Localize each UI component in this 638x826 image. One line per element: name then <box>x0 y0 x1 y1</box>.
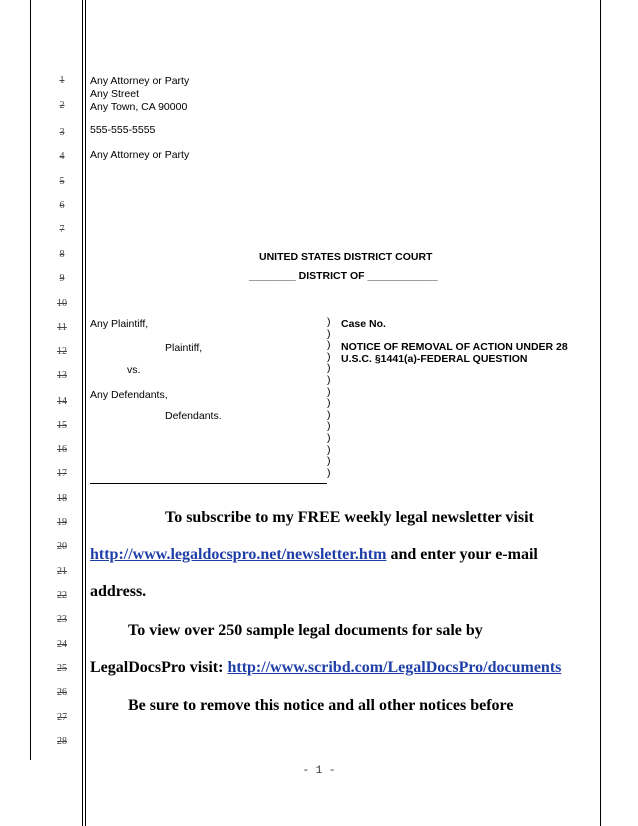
line-number: 15 <box>57 420 67 431</box>
line-number: 8 <box>59 249 65 260</box>
line-number: 11 <box>57 322 67 333</box>
line-number: 6 <box>59 200 65 211</box>
plaintiff-name: Any Plaintiff, <box>90 318 149 330</box>
caption-paren: ) <box>327 466 331 479</box>
document-title-line-1: NOTICE OF REMOVAL OF ACTION UNDER 28 <box>341 341 568 353</box>
defendant-role: Defendants. <box>165 410 222 422</box>
defendant-name: Any Defendants, <box>90 389 168 401</box>
caption-paren: ) <box>327 443 331 456</box>
line-number: 2 <box>59 100 65 111</box>
line-number: 12 <box>57 346 67 357</box>
document-title-line-2: U.S.C. §1441(a)-FEDERAL QUESTION <box>341 353 528 365</box>
line-number: 5 <box>59 176 65 187</box>
line-number: 22 <box>57 590 67 601</box>
versus: vs. <box>127 364 141 376</box>
line-number: 19 <box>57 517 67 528</box>
line-number: 23 <box>57 614 67 625</box>
notice-paragraph-3: Be sure to remove this notice and all other notices before <box>128 697 514 714</box>
attorney-city: Any Town, CA 90000 <box>90 101 188 113</box>
notice-paragraph-2-prefix: LegalDocsPro visit: <box>90 659 228 676</box>
attorney-street: Any Street <box>90 88 140 100</box>
notice-paragraph-2: To view over 250 sample legal documents for sale by <box>128 622 483 639</box>
case-number-label: Case No. <box>341 318 386 330</box>
caption-paren: ) <box>327 385 331 398</box>
plaintiff-role: Plaintiff, <box>165 342 203 354</box>
page-right-rule <box>600 0 601 826</box>
caption-paren: ) <box>327 397 331 410</box>
line-number: 28 <box>57 736 67 747</box>
line-number: 25 <box>57 663 67 674</box>
caption-paren: ) <box>327 455 331 468</box>
caption-paren: ) <box>327 373 331 386</box>
attorney-name: Any Attorney or Party <box>90 75 190 87</box>
line-number: 21 <box>57 566 67 577</box>
caption-paren: ) <box>327 408 331 421</box>
line-number: 3 <box>59 127 65 138</box>
caption-paren: ) <box>327 350 331 363</box>
page-left-rule-3 <box>85 0 86 826</box>
line-number: 26 <box>57 687 67 698</box>
line-number: 9 <box>59 273 65 284</box>
line-number: 7 <box>59 224 65 235</box>
notice-paragraph-1-end: address. <box>90 583 147 600</box>
caption-parentheses <box>327 317 331 479</box>
caption-underline <box>90 483 327 484</box>
line-number: 14 <box>57 396 67 407</box>
line-number: 20 <box>57 541 67 552</box>
scribd-documents-link[interactable]: http://www.scribd.com/LegalDocsPro/documents <box>227 659 562 676</box>
caption-paren: ) <box>327 316 331 328</box>
caption-paren: ) <box>327 339 331 352</box>
notice-paragraph-1-after: and enter your e-mail <box>386 546 538 563</box>
newsletter-link[interactable]: http://www.legaldocspro.net/newsletter.htm <box>90 546 387 563</box>
notice-paragraph-1-line-2 <box>90 546 538 564</box>
caption-paren: ) <box>327 327 331 340</box>
line-number: 1 <box>59 75 65 86</box>
caption-paren: ) <box>327 431 331 444</box>
notice-paragraph-1: To subscribe to my FREE weekly legal newsletter visit <box>165 509 534 526</box>
court-district: ________ DISTRICT OF ____________ <box>249 270 438 282</box>
page-left-rule-1 <box>30 0 31 760</box>
line-number: 17 <box>57 468 67 479</box>
caption-paren: ) <box>327 362 331 375</box>
notice-paragraph-2-line-2 <box>90 659 561 677</box>
line-number: 16 <box>57 444 67 455</box>
line-number: 4 <box>59 151 65 162</box>
attorney-phone: 555-555-5555 <box>90 124 156 136</box>
caption-paren: ) <box>327 420 331 433</box>
line-number: 10 <box>57 298 67 309</box>
line-number: 18 <box>57 493 67 504</box>
line-number: 13 <box>57 370 67 381</box>
court-title: UNITED STATES DISTRICT COURT <box>259 251 433 263</box>
page-number: - 1 - <box>302 765 336 777</box>
line-number: 24 <box>57 639 67 650</box>
attorney-for: Any Attorney or Party <box>90 149 190 161</box>
page-left-rule-2 <box>82 0 83 826</box>
line-number: 27 <box>57 712 67 723</box>
